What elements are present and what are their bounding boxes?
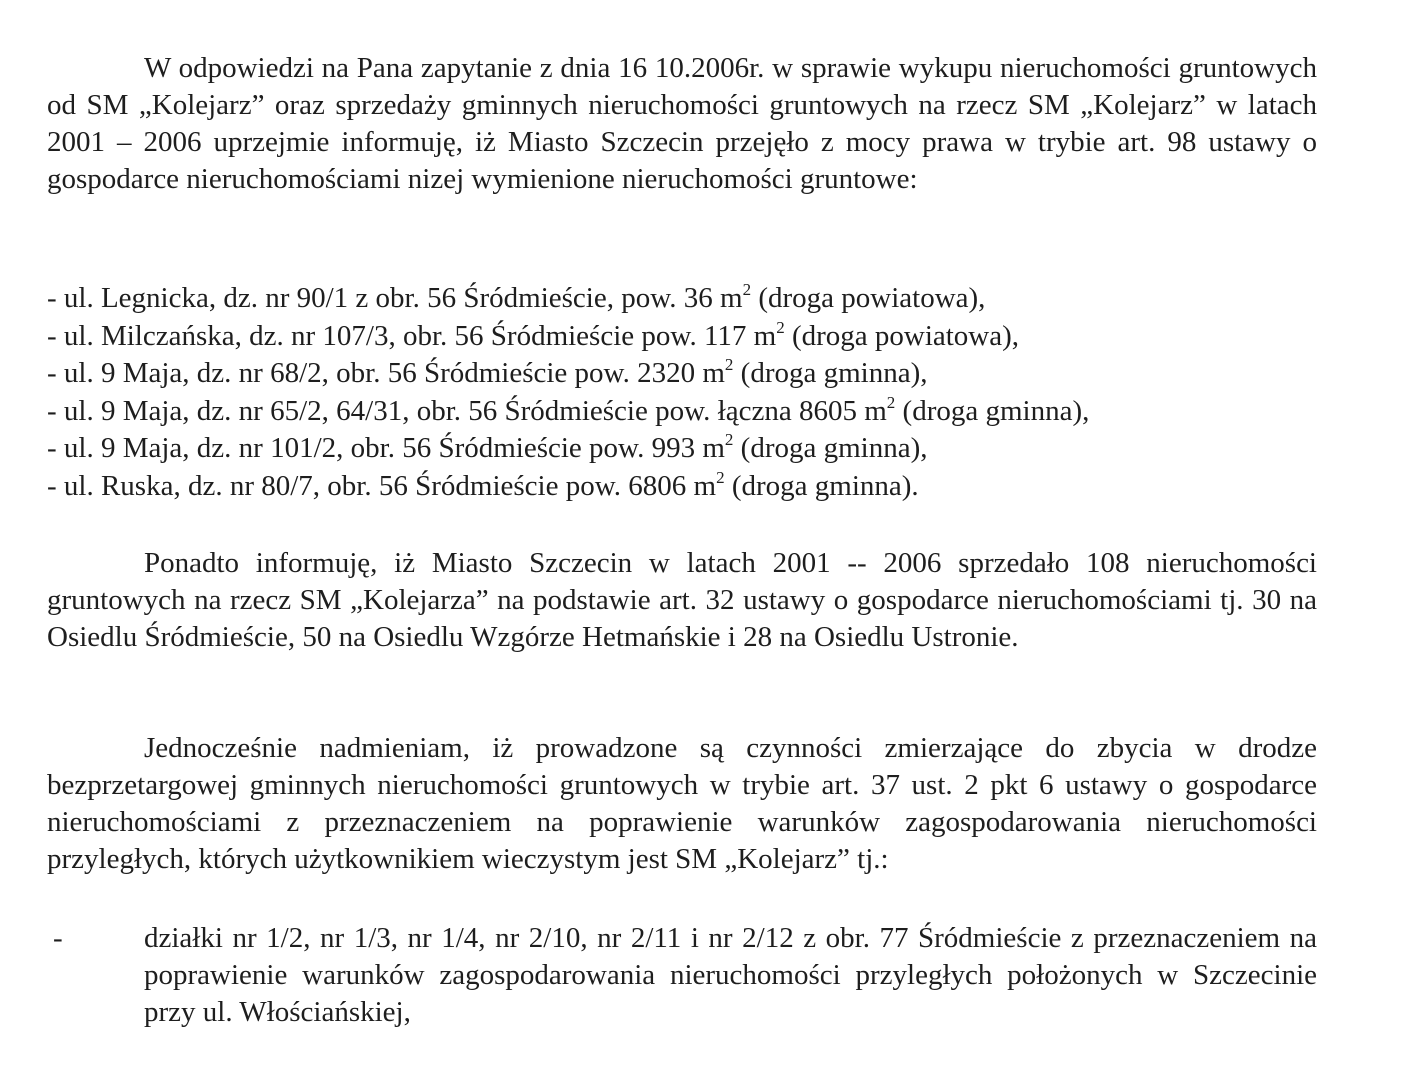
paragraph-pending-text: Jednocześnie nadmieniam, iż prowadzone są czynności zmierzające do zbycia w drodze bezprzetargowej gminnych nieruchomości gruntowych w trybie art. 37 ust. 2 pkt 6 ustawy o gospodarce nieruchomościami z przeznaczeniem na poprawienie warunków zagospodarowania nieruchomości przyległych, których użytkownikiem wieczystym jest SM „Kolejarz” tj.: [47, 732, 1317, 875]
list-dash: - [53, 922, 63, 954]
list-item: - ul. 9 Maja, dz. nr 68/2, obr. 56 Śródmieście pow. 2320 $m^2$ (droga gminna), [47, 355, 928, 389]
paragraph-sales [47, 545, 1317, 656]
list-item: - ul. 9 Maja, dz. nr 101/2, obr. 56 Śródmieście pow. 993 $m^2$ (droga gminna), [47, 430, 928, 464]
paragraph-sales-text: Ponadto informuję, iż Miasto Szczecin w latach 2001 -- 2006 sprzedało 108 nieruchomości gruntowych na rzecz SM „Kolejarza” na podstawie art. 32 ustawy o gospodarce nieruchomościami tj. 30 na Osiedlu Śródmieście, 50 na Osiedlu Wzgórze Hetmańskie i 28 na Osiedlu Ustronie. [47, 547, 1317, 653]
property-list [47, 280, 1089, 505]
paragraph-intro [47, 50, 1317, 198]
list-item: - ul. Legnicka, dz. nr 90/1 z obr. 56 Śródmieście, pow. 36 $m^2$ (droga powiatowa), [47, 280, 986, 314]
paragraph-intro-text: W odpowiedzi na Pana zapytanie z dnia 16 10.2006r. w sprawie wykupu nieruchomości gruntowych od SM „Kolejarz” oraz sprzedaży gminnych nieruchomości gruntowych na rzecz SM „Kolejarz” w latach 2001 – 2006 uprzejmie informuję, iż Miasto Szczecin przejęło z mocy prawa w trybie art. 98 ustawy o gospodarce nieruchomościami nizej wymienione nieruchomości gruntowe: [47, 52, 1317, 195]
sale-list-item [47, 920, 1317, 1031]
sale-list-item-text: działki nr 1/2, nr 1/3, nr 1/4, nr 2/10, nr 2/11 i nr 2/12 z obr. 77 Śródmieście z przeznaczeniem na poprawienie warunków zagospodarowania nieruchomości przyległych położonych w Szczecinie przy ul. Włościańskiej, [144, 922, 1317, 1028]
list-item: - ul. Milczańska, dz. nr 107/3, obr. 56 Śródmieście pow. 117 $m^2$ (droga powiatowa), [47, 317, 1020, 352]
list-item: - ul. 9 Maja, dz. nr 65/2, 64/31, obr. 56 Śródmieście pow. łączna 8605 $m^2$ (droga gminna), [47, 392, 1090, 427]
paragraph-pending [47, 730, 1317, 878]
list-item: - ul. Ruska, dz. nr 80/7, obr. 56 Śródmieście pow. 6806 $m^2$ (droga gminna). [47, 467, 919, 502]
